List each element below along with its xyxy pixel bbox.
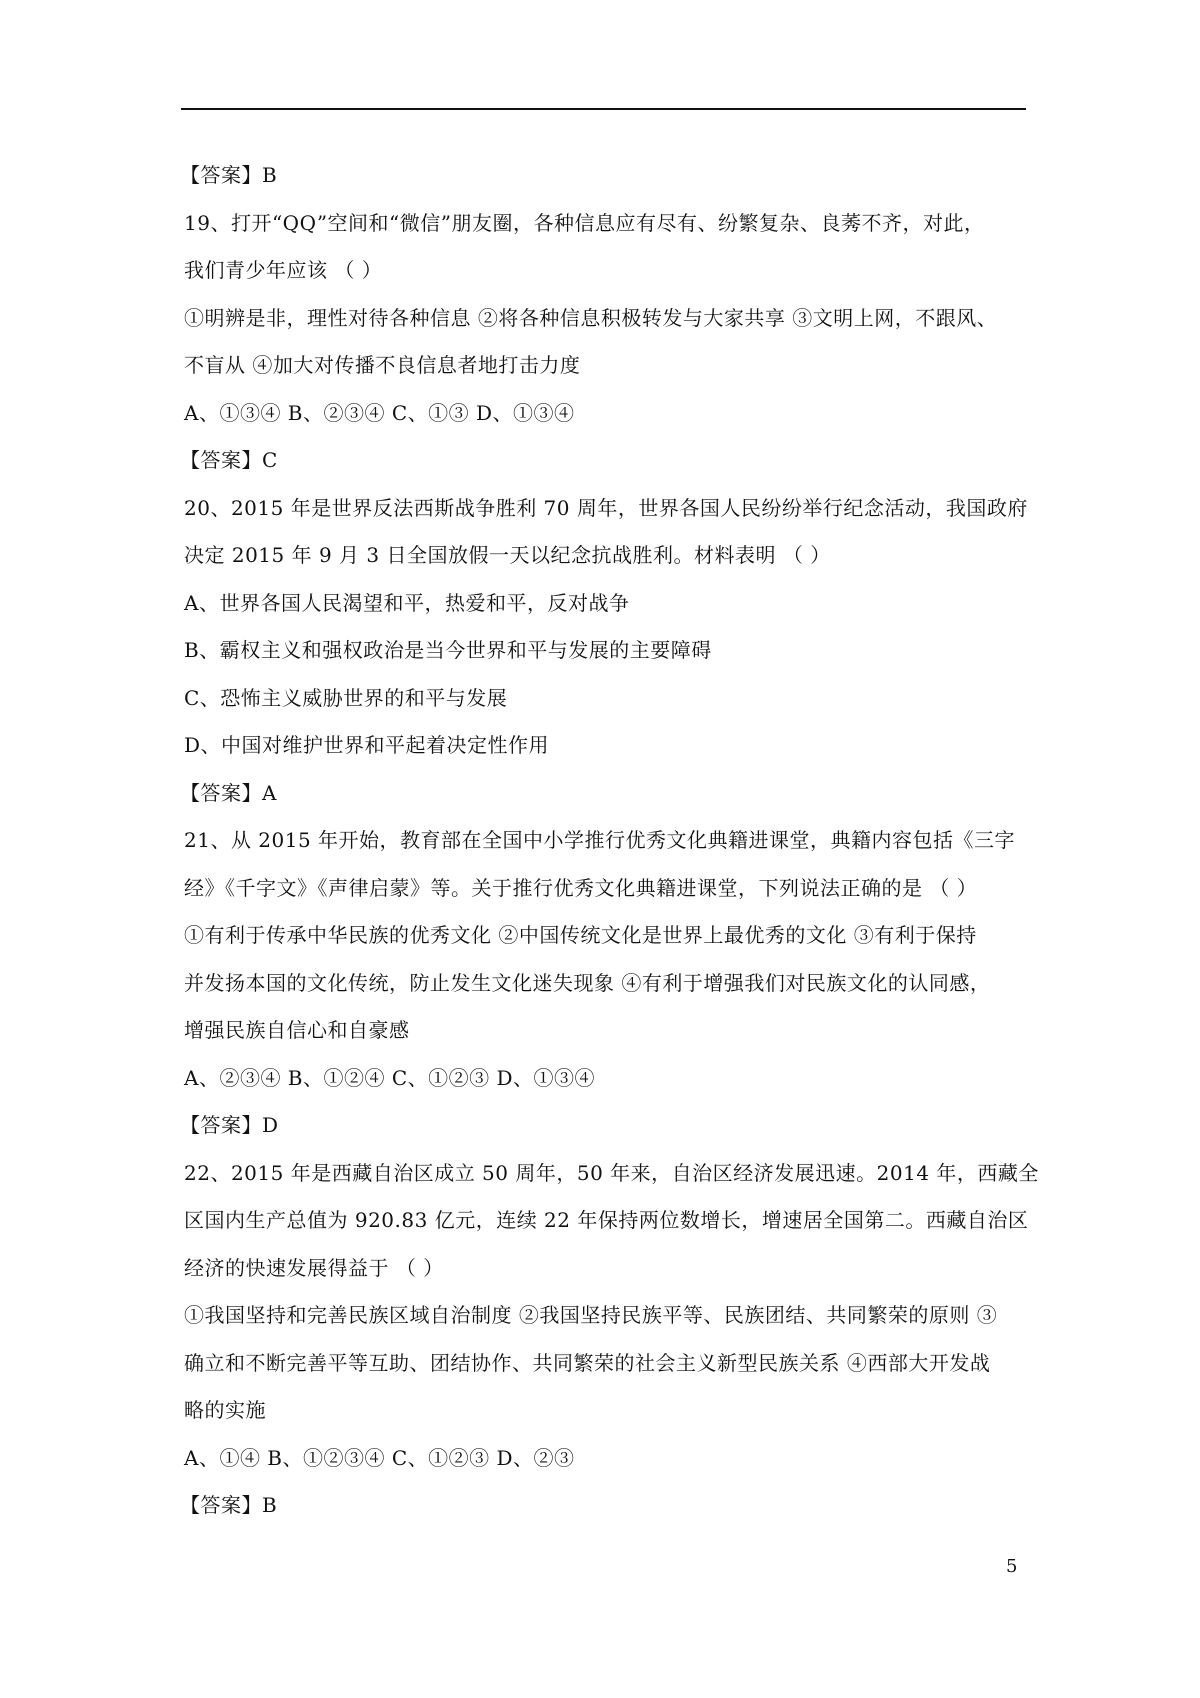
statement-line: 增强民族自信心和自豪感 (184, 1018, 410, 1042)
question-line: 22、2015 年是西藏自治区成立 50 周年，50 年来，自治区经济发展迅速。2014 年，西藏全 (184, 1160, 1039, 1185)
question-line: 决定 2015 年 9 月 3 日全国放假一天以纪念抗战胜利。材料表明 （ ） (184, 543, 831, 567)
options-line: A、①③④ B、②③④ C、①③ D、①③④ (184, 400, 575, 425)
statement-line: 略的实施 (184, 1398, 266, 1422)
option-line: D、中国对维护世界和平起着决定性作用 (184, 733, 550, 757)
statement-line: ①我国坚持和完善民族区域自治制度 ②我国坚持民族平等、民族团结、共同繁荣的原则 ③ (184, 1303, 998, 1327)
options-line: A、①④ B、①②③④ C、①②③ D、②③ (184, 1445, 575, 1470)
question-line: 我们青少年应该 （ ） (184, 258, 383, 282)
answer-line: 【答案】A (180, 780, 277, 805)
answer-line: 【答案】C (180, 448, 278, 472)
option-line: A、世界各国人民渴望和平，热爱和平，反对战争 (184, 590, 630, 615)
statement-line: ①明辨是非，理性对待各种信息 ②将各种信息积极转发与大家共享 ③文明上网，不跟风、 (184, 305, 998, 330)
question-line: 19、打开“QQ”空间和“微信”朋友圈，各种信息应有尽有、纷繁复杂、良莠不齐，对此， (184, 210, 985, 235)
option-line: C、恐怖主义威胁世界的和平与发展 (184, 685, 508, 710)
statement-line: ①有利于传承中华民族的优秀文化 ②中国传统文化是世界上最优秀的文化 ③有利于保持 (184, 923, 977, 947)
question-line: 20、2015 年是世界反法西斯战争胜利 70 周年，世界各国人民纷纷举行纪念活动，我国政府 (184, 495, 1028, 520)
header-rule (181, 108, 1026, 110)
question-line: 区国内生产总值为 920.83 亿元，连续 22 年保持两位数增长，增速居全国第二。西藏自治区 (184, 1208, 1029, 1232)
answer-line: 【答案】B (180, 163, 278, 187)
page-number: 5 (1006, 1556, 1018, 1577)
answer-line: 【答案】B (180, 1493, 278, 1517)
statement-line: 并发扬本国的文化传统，防止发生文化迷失现象 ④有利于增强我们对民族文化的认同感， (184, 970, 991, 995)
question-line: 21、从 2015 年开始，教育部在全国中小学推行优秀文化典籍进课堂，典籍内容包括《三字 (184, 828, 1016, 852)
option-line: B、霸权主义和强权政治是当今世界和平与发展的主要障碍 (184, 638, 712, 662)
question-line: 经济的快速发展得益于 （ ） (184, 1255, 444, 1280)
answer-line: 【答案】D (180, 1113, 279, 1137)
document-body (180, 152, 1039, 1530)
statement-line: 确立和不断完善平等互助、团结协作、共同繁荣的社会主义新型民族关系 ④西部大开发战 (184, 1350, 991, 1375)
question-line: 经》《千字文》《声律启蒙》等。关于推行优秀文化典籍进课堂，下列说法正确的是 （ ） (184, 875, 978, 900)
statement-line: 不盲从 ④加大对传播不良信息者地打击力度 (184, 353, 581, 377)
options-line: A、②③④ B、①②④ C、①②③ D、①③④ (184, 1065, 596, 1090)
